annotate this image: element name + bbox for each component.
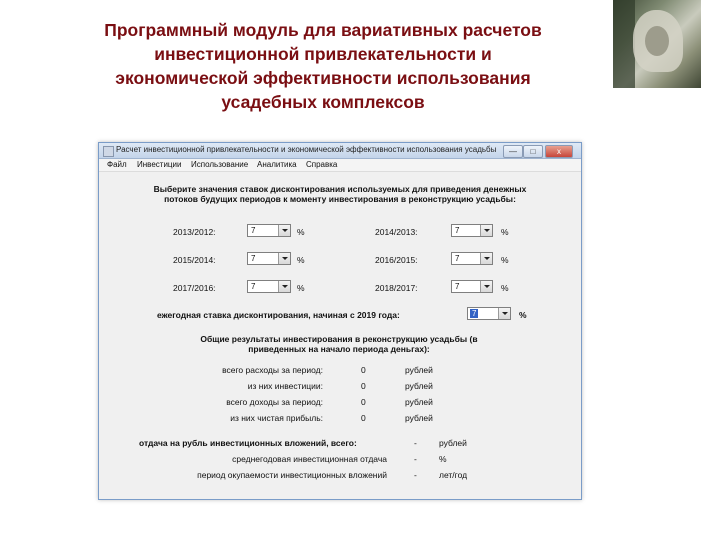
close-button[interactable]: x <box>545 145 573 158</box>
return-label: отдача на рубль инвестиционных вложений, всего: <box>139 438 357 448</box>
menu-file[interactable]: Файл <box>107 160 127 169</box>
chevron-down-icon[interactable] <box>480 225 492 236</box>
rate-period-label: 2013/2012: <box>173 227 216 237</box>
result-unit: рублей <box>405 365 433 375</box>
chevron-down-icon[interactable] <box>278 253 290 264</box>
rate-value: 7 <box>455 226 460 235</box>
rate-period-label: 2014/2013: <box>375 227 418 237</box>
slide-title-line: экономической эффективности использования <box>115 68 531 88</box>
result-unit: рублей <box>405 381 433 391</box>
chevron-down-icon[interactable] <box>278 281 290 292</box>
rate-value: 7 <box>251 254 256 263</box>
rate-period-label: 2015/2014: <box>173 255 216 265</box>
menu-usage[interactable]: Использование <box>191 160 249 169</box>
menu-help[interactable]: Справка <box>306 160 338 169</box>
result-unit: рублей <box>405 413 433 423</box>
slide-title <box>28 18 618 114</box>
rate-unit: % <box>297 255 305 265</box>
rate-value: 7 <box>251 282 256 291</box>
results-heading-line: приведенных на начало периода деньгах): <box>248 344 430 354</box>
estate-photo <box>613 0 701 88</box>
annual-rate-label: ежегодная ставка дисконтирования, начиная с 2019 года: <box>157 310 400 320</box>
result-label: всего расходы за период: <box>222 365 323 375</box>
minimize-button[interactable]: — <box>503 145 523 158</box>
chevron-down-icon[interactable] <box>480 253 492 264</box>
instruction-line: потоков будущих периодов к моменту инвестирования в реконструкцию усадьбы: <box>164 194 516 204</box>
result-value: 0 <box>361 397 366 407</box>
window-title: Расчет инвестиционной привлекательности и экономической эффективности использования усадьбы <box>116 145 497 154</box>
rate-unit: % <box>297 227 305 237</box>
app-window <box>98 142 582 500</box>
return-label: среднегодовая инвестиционная отдача <box>232 454 387 464</box>
window-titlebar[interactable] <box>99 143 581 159</box>
annual-rate-value: 7 <box>472 309 477 318</box>
rate-unit: % <box>501 283 509 293</box>
rate-unit: % <box>501 255 509 265</box>
result-label: всего доходы за период: <box>226 397 323 407</box>
rate-select-2015[interactable] <box>247 252 291 265</box>
annual-rate-unit: % <box>519 310 527 320</box>
result-unit: рублей <box>405 397 433 407</box>
rate-select-2018[interactable] <box>451 280 493 293</box>
menu-analytics[interactable]: Аналитика <box>257 160 297 169</box>
maximize-button[interactable]: □ <box>523 145 543 158</box>
rate-period-label: 2016/2015: <box>375 255 418 265</box>
return-value: - <box>414 470 417 480</box>
slide-title-line: усадебных комплексов <box>221 92 425 112</box>
rate-period-label: 2018/2017: <box>375 283 418 293</box>
rate-value: 7 <box>455 282 460 291</box>
result-label: из них чистая прибыль: <box>230 413 323 423</box>
return-unit: % <box>439 454 447 464</box>
rate-select-2017[interactable] <box>247 280 291 293</box>
return-value: - <box>414 454 417 464</box>
menu-investments[interactable]: Инвестиции <box>137 160 182 169</box>
rate-unit: % <box>297 283 305 293</box>
rate-select-2013[interactable] <box>247 224 291 237</box>
return-value: - <box>414 438 417 448</box>
chevron-down-icon[interactable] <box>480 281 492 292</box>
instruction-line: Выберите значения ставок дисконтирования используемых для приведения денежных <box>153 184 527 194</box>
chevron-down-icon[interactable] <box>278 225 290 236</box>
menu-bar <box>99 159 581 172</box>
rate-value: 7 <box>251 226 256 235</box>
app-icon <box>103 146 114 157</box>
results-heading-line: Общие результаты инвестирования в реконструкцию усадьбы (в <box>200 334 478 344</box>
result-label: из них инвестиции: <box>247 381 323 391</box>
chevron-down-icon[interactable] <box>498 308 510 319</box>
result-value: 0 <box>361 413 366 423</box>
rate-select-2014[interactable] <box>451 224 493 237</box>
rate-select-2016[interactable] <box>451 252 493 265</box>
result-value: 0 <box>361 381 366 391</box>
rate-unit: % <box>501 227 509 237</box>
result-value: 0 <box>361 365 366 375</box>
results-heading <box>175 334 503 354</box>
return-unit: рублей <box>439 438 467 448</box>
slide-title-line: инвестиционной привлекательности и <box>154 44 492 64</box>
rate-value: 7 <box>455 254 460 263</box>
return-label: период окупаемости инвестиционных вложений <box>197 470 387 480</box>
rate-period-label: 2017/2016: <box>173 283 216 293</box>
discount-instruction <box>109 184 571 204</box>
annual-rate-select[interactable] <box>467 307 511 320</box>
slide-title-line: Программный модуль для вариативных расчетов <box>104 20 542 40</box>
return-unit: лет/год <box>439 470 468 480</box>
